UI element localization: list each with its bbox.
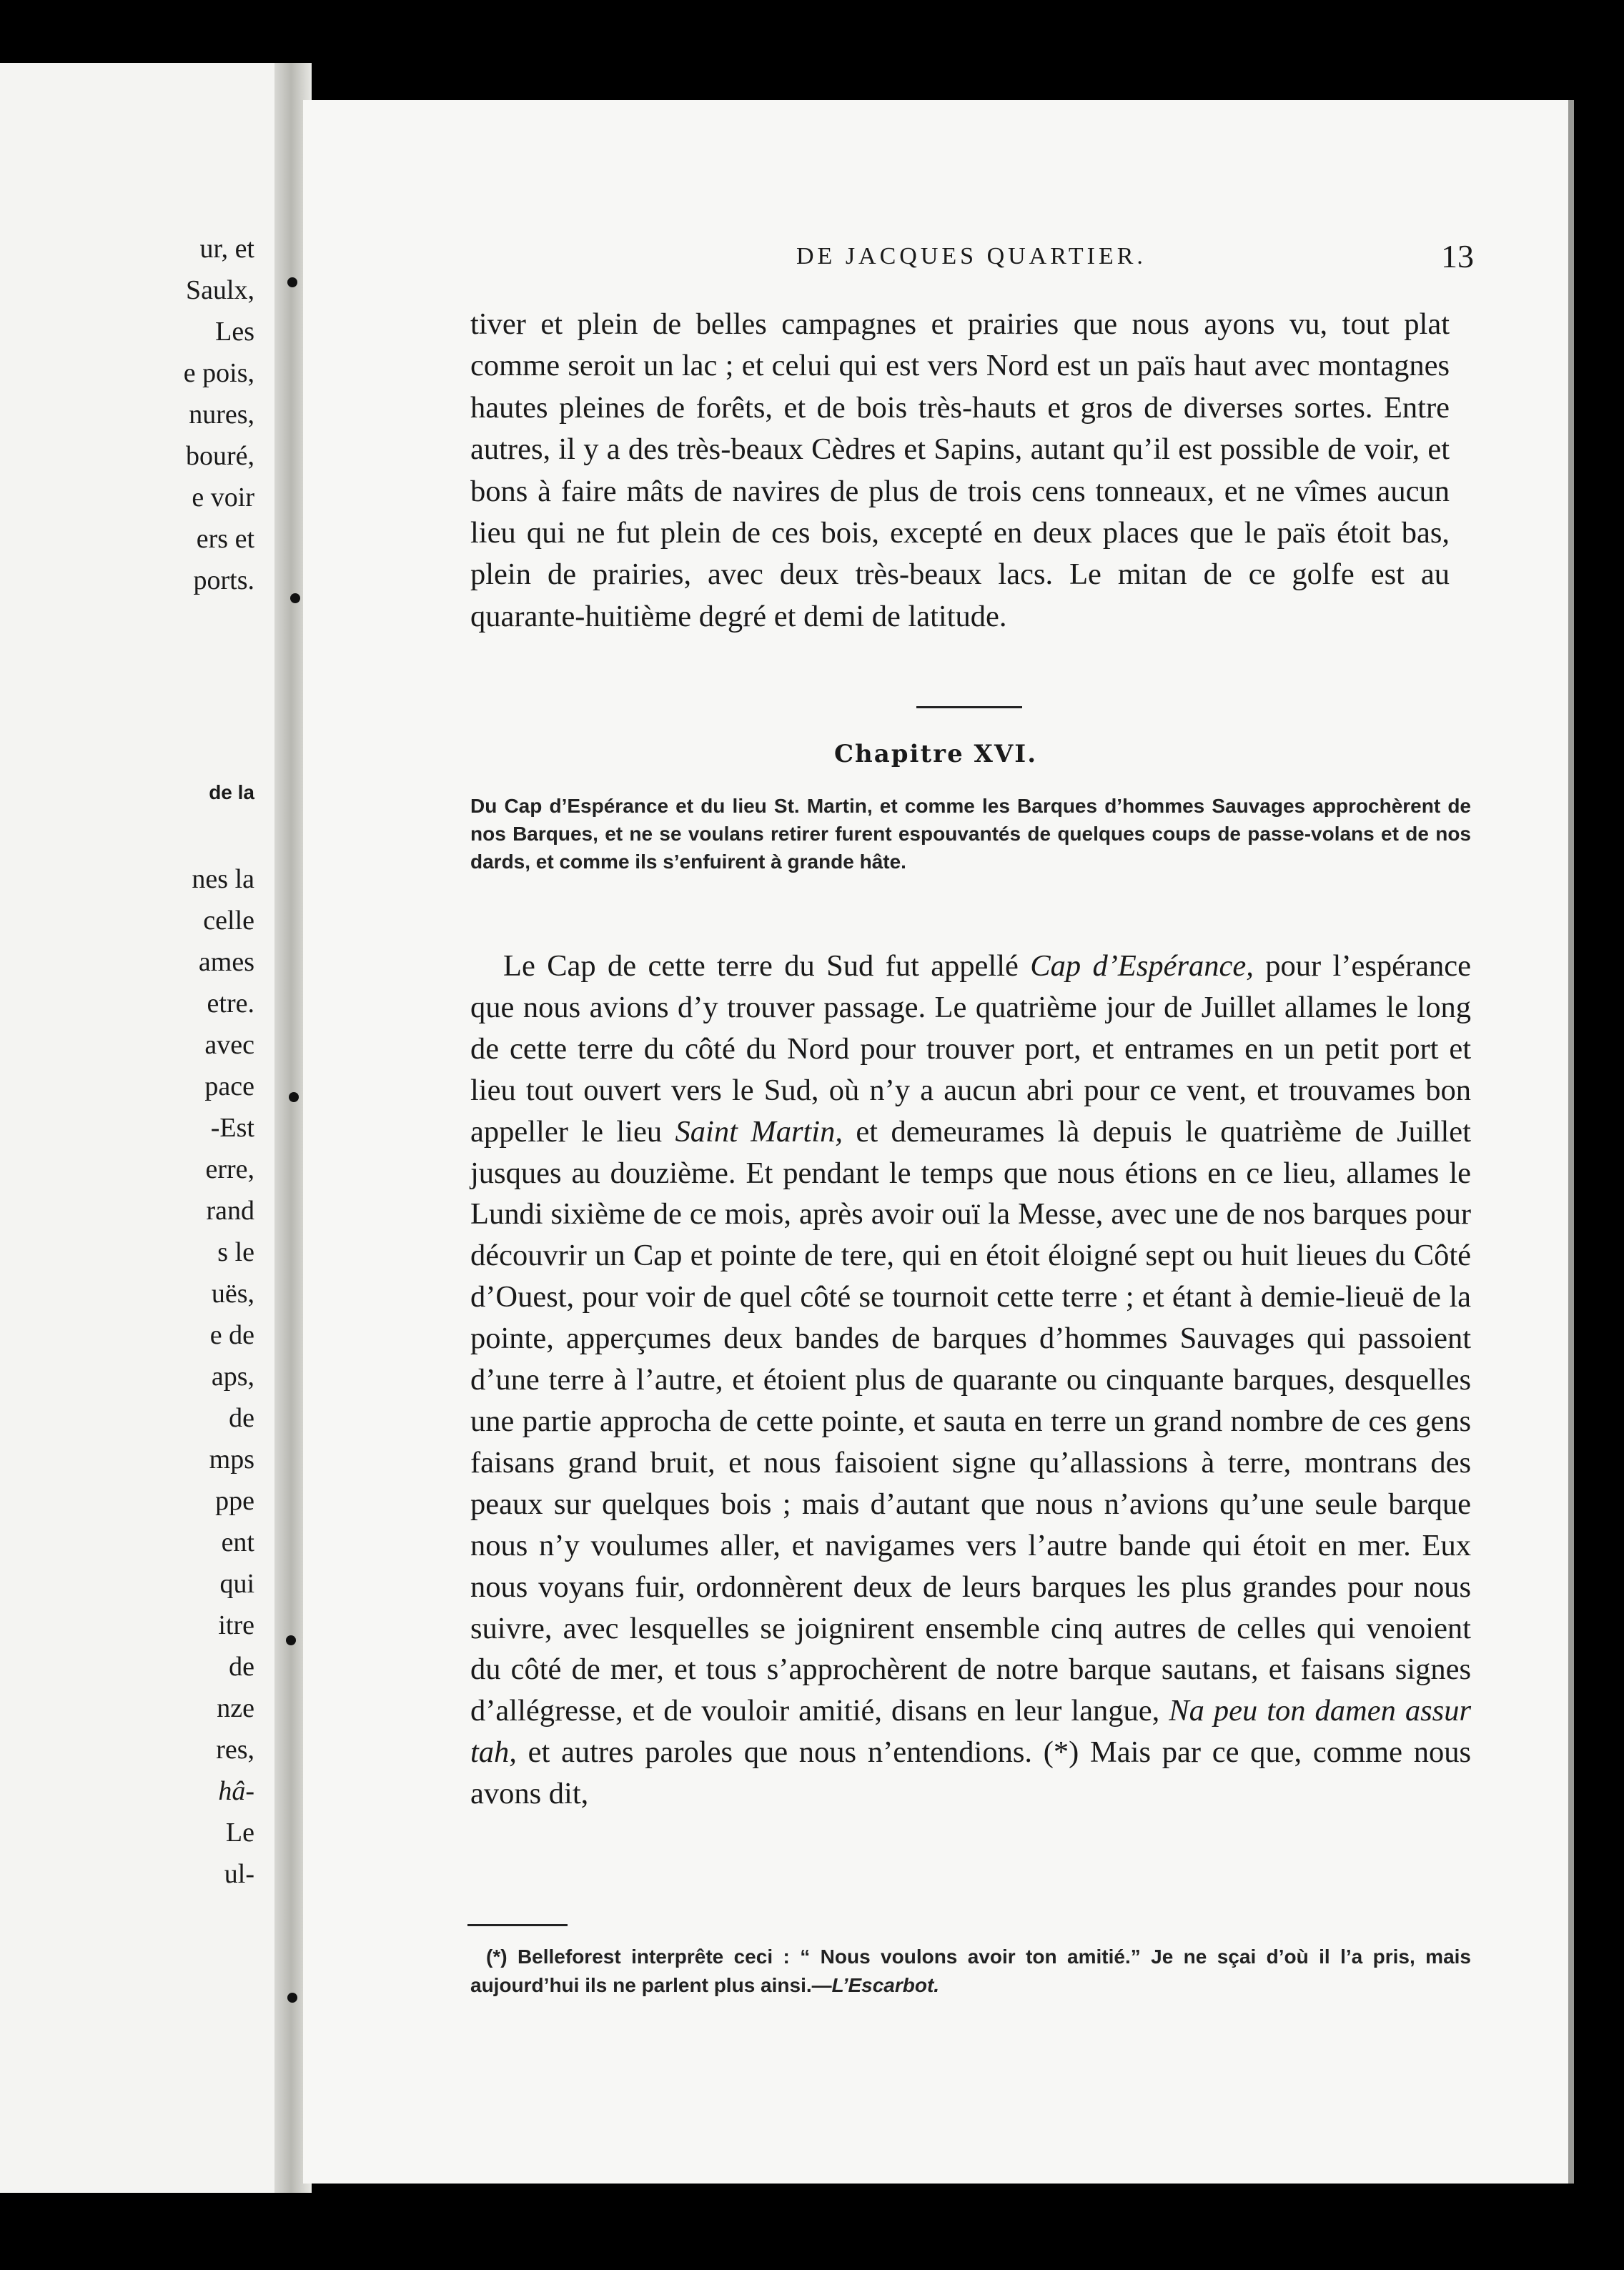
facing-page-line-fragment: s le: [217, 1237, 254, 1267]
footnote: [470, 1943, 1471, 2000]
facing-page-line-fragment: e pois,: [183, 358, 254, 388]
paragraph-text: pour l’espérance que nous avions d’y trouver passage. Le quatrième jour de Juillet allames le long de cette terre du côté du Nord pour trouver port, et entrames en un petit port et lieu tout ouvert vers le Sud, où n’y a aucun abri pour ce vent, et trouvames bon appeller le lieu: [470, 949, 1472, 1149]
facing-page-line-fragment: mps: [209, 1444, 254, 1474]
running-head: [303, 238, 1568, 286]
facing-page-line-fragment: ul-: [224, 1859, 254, 1889]
footnote-divider: [467, 1924, 568, 1926]
facing-page-line-fragment: e voir: [192, 482, 254, 512]
facing-page-line-fragment: ers et: [196, 524, 254, 554]
facing-page-line-fragment: de la: [209, 781, 254, 803]
facing-page-line-fragment: nes la: [192, 864, 254, 894]
section-divider: [916, 706, 1022, 708]
facing-page-line-fragment: rand: [206, 1196, 254, 1226]
facing-page-line-fragment: de: [229, 1652, 254, 1682]
italic-quotation: Na peu ton damen assur tah,: [470, 1694, 1471, 1770]
facing-page-line-fragment: ppe: [215, 1486, 254, 1516]
facing-page-line-fragment: de: [229, 1403, 254, 1433]
facing-page-line-fragment: Les: [215, 317, 254, 347]
chapter-paragraph: [470, 946, 1471, 1815]
italic-place-name: Cap d’Espérance,: [1030, 949, 1254, 983]
facing-page-line-fragment: res,: [216, 1735, 254, 1765]
facing-page-line-fragment: e de: [209, 1320, 254, 1350]
facing-page-line-fragment: itre: [218, 1610, 254, 1640]
facing-page-line-fragment: erre,: [205, 1154, 254, 1184]
facing-page-line-fragment: Le: [225, 1818, 254, 1848]
footnote-text: (*) Belleforest interprête ceci : “ Nous voulons avoir ton amitié.” Je ne sçai d’où il l’a pris, mais aujourd’hui ils ne parlent plus ainsi.—: [470, 1946, 1471, 1996]
facing-page-line-fragment: qui: [219, 1569, 254, 1599]
facing-page-line-fragment: uës,: [211, 1279, 254, 1309]
page-edge: [1568, 100, 1574, 2184]
facing-page-line-fragment: hâ-: [218, 1776, 254, 1806]
binding-mark: [287, 277, 297, 287]
facing-page-line-fragment: nures,: [189, 400, 254, 430]
footnote-attribution: L’Escarbot.: [831, 1974, 940, 1996]
italic-place-name: Saint Martin,: [675, 1114, 843, 1149]
binding-mark: [289, 1092, 299, 1102]
binding-mark: [290, 593, 300, 603]
facing-page-fragment: [0, 63, 274, 2193]
page-number: 13: [1441, 238, 1474, 274]
paragraph-text: Le Cap de cette terre du Sud fut appellé: [503, 949, 1031, 983]
facing-page-line-fragment: nze: [217, 1693, 254, 1723]
book-page: [303, 100, 1568, 2184]
facing-page-line-fragment: aps,: [211, 1362, 254, 1392]
chapter-summary: Du Cap d’Espérance et du lieu St. Martin, et comme les Barques d’hommes Sauvages approchèrent de nos Barques, et ne se voulans retirer furent espouvantés de quelques coups de passe-volans et de nos dards, et comme ils s’enfuirent à grande hâte.: [470, 795, 1471, 873]
facing-page-line-fragment: ur, et: [199, 234, 254, 264]
binding-mark: [286, 1635, 296, 1645]
chapter-heading: Chapitre XVI.: [833, 740, 1038, 768]
continued-paragraph: tiver et plein de belles campagnes et prairies que nous ayons vu, tout plat comme seroit un lac ; et celui qui est vers Nord est un païs haut avec montagnes hautes pleines de forêts, et de bois très-hauts et gros de diverses sortes. Entre autres, il y a des très-beaux Cèdres et Sapins, autant qu’il est possible de voir, et bons à faire mâts de navires de plus de trois cens tonneaux, et ne vîmes aucun lieu qui ne fut plein de ces bois, excepté en deux places que le païs étoit bas, plein de prairies, avec deux très-beaux lacs. Le mitan de ce golfe est au quarante-huitième degré et demi de latitude.: [470, 307, 1450, 633]
facing-page-line-fragment: ports.: [193, 565, 254, 595]
binding-mark: [287, 1993, 297, 2003]
facing-page-line-fragment: ent: [221, 1527, 254, 1557]
facing-page-line-fragment: celle: [203, 906, 254, 936]
facing-page-line-fragment: -Est: [210, 1113, 254, 1143]
paragraph-text: et demeurames là depuis le quatrième de Juillet jusques au douzième. Et pendant le temps que nous étions en ce lieu, allames le Lundi sixième de ce mois, après avoir ouï la Messe, avec une de nos barques pour découvrir un Cap et pointe de tere, qui en étoit éloigné sept ou huit lieues du Côté d’Ouest, pour voir de quel côté se tournoit cette terre ; et étant à demie-lieuë de la pointe, apperçumes deux bandes de barques d’hommes Sauvages qui passoient d’une terre à l’autre, et étoient plus de quarante ou cinquante barques, desquelles une partie approcha de cette pointe, et sauta en terre un grand nombre de ces gens faisans grand bruit, et nous faisoient signe qu’allassions à terre, montrans des peaux sur quelques bois ; mais d’autant que nous n’avions qu’une seule barque nous n’y voulumes aller, et navigames vers l’autre bande qui étoit en mer. Eux nous voyans fuir, ordonnèrent deux de leurs barques les plus grandes pour nous suivre, avec lesquelles se joignirent ensemble cinq autres de celles qui venoient du côté de mer, et tous s’approchèrent de notre barque sautans, et faisans signes d’allégresse, et de vouloir amitié, disans en leur langue,: [470, 1114, 1471, 1728]
facing-page-line-fragment: etre.: [207, 988, 254, 1018]
facing-page-line-fragment: ames: [198, 947, 254, 977]
facing-page-line-fragment: Saulx,: [185, 275, 254, 305]
running-title: DE JACQUES QUARTIER.: [796, 243, 1147, 269]
facing-page-line-fragment: avec: [204, 1030, 254, 1060]
paragraph-text: et autres paroles que nous n’entendions. (*) Mais par ce que, comme nous avons dit,: [470, 1735, 1471, 1811]
facing-page-line-fragment: bouré,: [185, 441, 254, 471]
facing-page-line-fragment: pace: [204, 1071, 254, 1101]
